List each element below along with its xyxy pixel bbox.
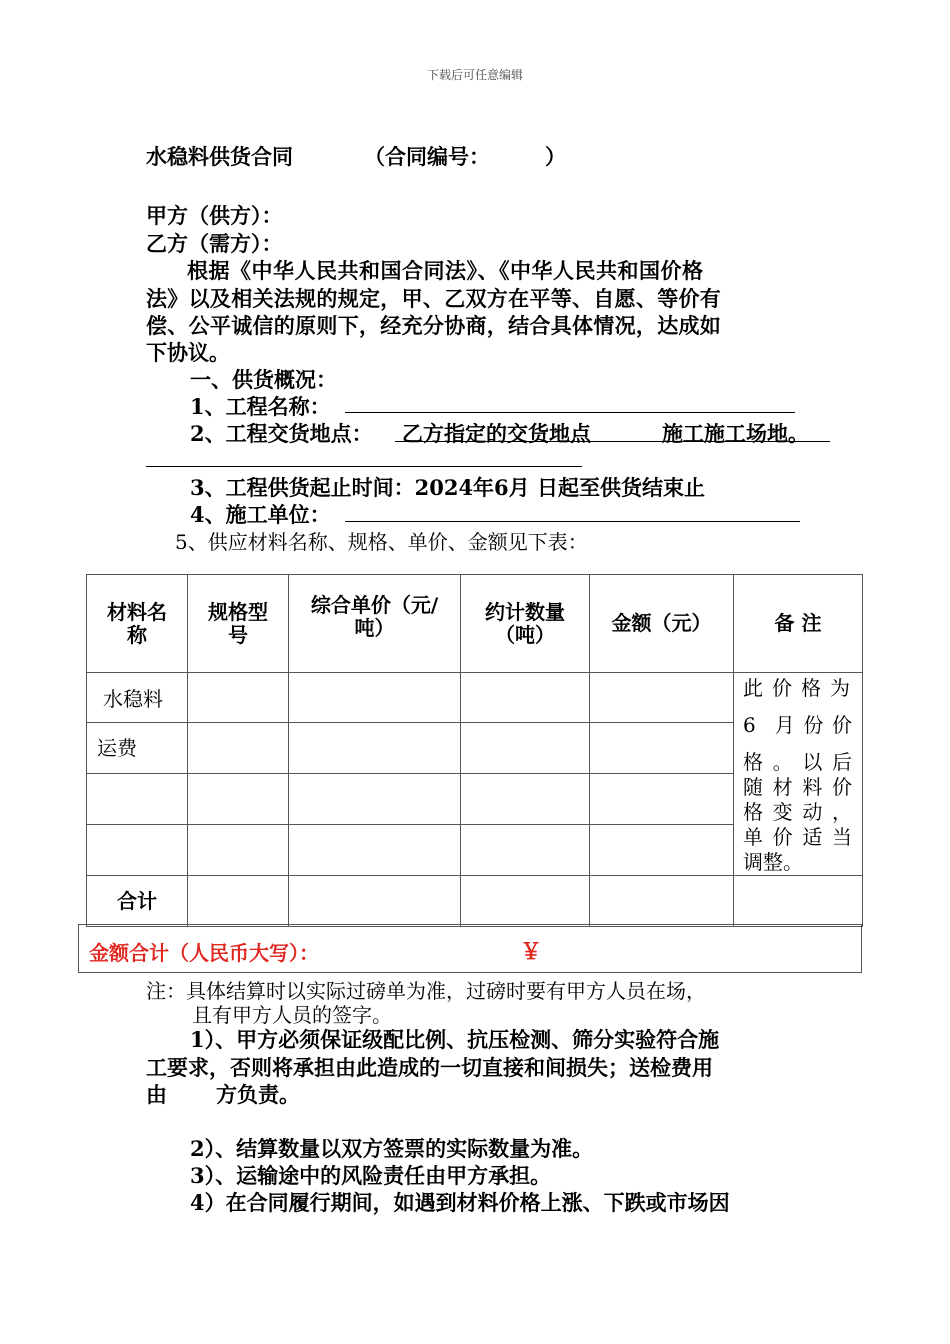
quantity-cell (461, 825, 590, 876)
header-amount: 金额（元） (590, 575, 734, 673)
party-b-label: 乙方（需方）： (146, 231, 283, 256)
supply-period: 3、工程供货起止时间：2024年6月 日起至供货结束止 (190, 475, 705, 500)
table-row (87, 673, 863, 723)
intro-line-1: 根据《中华人民共和国合同法》、《中华人民共和国价格 (187, 258, 704, 283)
quantity-cell (461, 773, 590, 825)
clause-4: 4）在合同履行期间，如遇到材料价格上涨、下跌或市场因 (190, 1190, 730, 1215)
material-cell (87, 773, 188, 825)
intro-line-3: 偿、公平诚信的原则下，经充分协商，结合具体情况，达成如 (146, 313, 722, 338)
intro-line-4: 下协议。 (146, 340, 230, 365)
total-remarks-cell (734, 876, 863, 927)
total-amount-cell (590, 876, 734, 927)
header-unit-price: 综合单价（元/吨） (289, 575, 461, 673)
total-row (87, 876, 863, 927)
clause-3: 3）、运输途中的风险责任由甲方承担。 (190, 1163, 552, 1188)
page-header: 下载后可任意编辑 (426, 68, 523, 82)
amount-total-label: 金额合计（人民币大写）： (89, 941, 319, 965)
clause-1-line-3b: 方负责。 (216, 1082, 300, 1107)
delivery-place-underline (395, 441, 830, 442)
price-cell (289, 673, 461, 723)
table-header-row (87, 575, 863, 673)
material-cell: 水稳料 (87, 673, 188, 723)
contract-number-label: （合同编号： (364, 144, 490, 169)
header-quantity: 约计数量（吨） (461, 575, 590, 673)
contract-number-close: ） (545, 144, 566, 169)
remarks-cell: 此价格为 6 月份价 格。以后 随材料价 格变动， 单价适当 调整。 (734, 673, 863, 876)
header-remarks: 备 注 (734, 575, 863, 673)
section-supply-overview: 一、供货概况： (190, 367, 337, 392)
contract-title: 水稳料供货合同 (146, 144, 293, 169)
note-line-2: 且有甲方人员的签字。 (192, 1003, 392, 1027)
delivery-place-value: 乙方指定的交货地点 (402, 421, 591, 446)
quantity-cell (461, 723, 590, 773)
construction-unit-label: 4、施工单位： (190, 502, 331, 527)
total-price-cell (289, 876, 461, 927)
intro-line-2: 法》以及相关法规的规定，甲、乙双方在平等、自愿、等价有 (146, 286, 722, 311)
delivery-place-value-2: 施工施工场地。 (662, 421, 809, 446)
amount-cell (590, 773, 734, 825)
delivery-place-blank (146, 466, 582, 467)
price-cell (289, 723, 461, 773)
amount-cell (590, 723, 734, 773)
spec-cell (188, 673, 289, 723)
price-cell (289, 825, 461, 876)
project-name-blank (345, 412, 795, 413)
total-label: 合计 (87, 876, 188, 927)
note-line-1: 注：具体结算时以实际过磅单为准，过磅时要有甲方人员在场， (146, 979, 706, 1003)
spec-cell (188, 723, 289, 773)
amount-cell (590, 673, 734, 723)
construction-unit-blank (345, 521, 800, 522)
party-a-label: 甲方（供方）： (146, 203, 283, 228)
quantity-cell (461, 673, 590, 723)
amount-total-box (78, 924, 862, 973)
clause-2: 2）、结算数量以双方签票的实际数量为准。 (190, 1136, 594, 1161)
materials-intro: 5、供应材料名称、规格、单价、金额见下表： (175, 530, 588, 554)
delivery-place-label: 2、工程交货地点： (190, 421, 373, 446)
clause-1-line-1: 1）、甲方必须保证级配比例、抗压检测、筛分实验符合施 (190, 1027, 720, 1052)
clause-1-line-3a: 由 (146, 1082, 167, 1107)
header-material-name: 材料名称 (87, 575, 188, 673)
materials-table (86, 574, 863, 927)
spec-cell (188, 825, 289, 876)
project-name-label: 1、工程名称： (190, 394, 331, 419)
price-cell (289, 773, 461, 825)
clause-1-line-2: 工要求，否则将承担由此造成的一切直接和间损失；送检费用 (146, 1055, 713, 1080)
currency-symbol: ￥ (520, 939, 543, 965)
total-quantity-cell (461, 876, 590, 927)
material-cell: 运费 (87, 723, 188, 773)
amount-cell (590, 825, 734, 876)
spec-cell (188, 773, 289, 825)
header-spec-model: 规格型号 (188, 575, 289, 673)
total-spec-cell (188, 876, 289, 927)
material-cell (87, 825, 188, 876)
